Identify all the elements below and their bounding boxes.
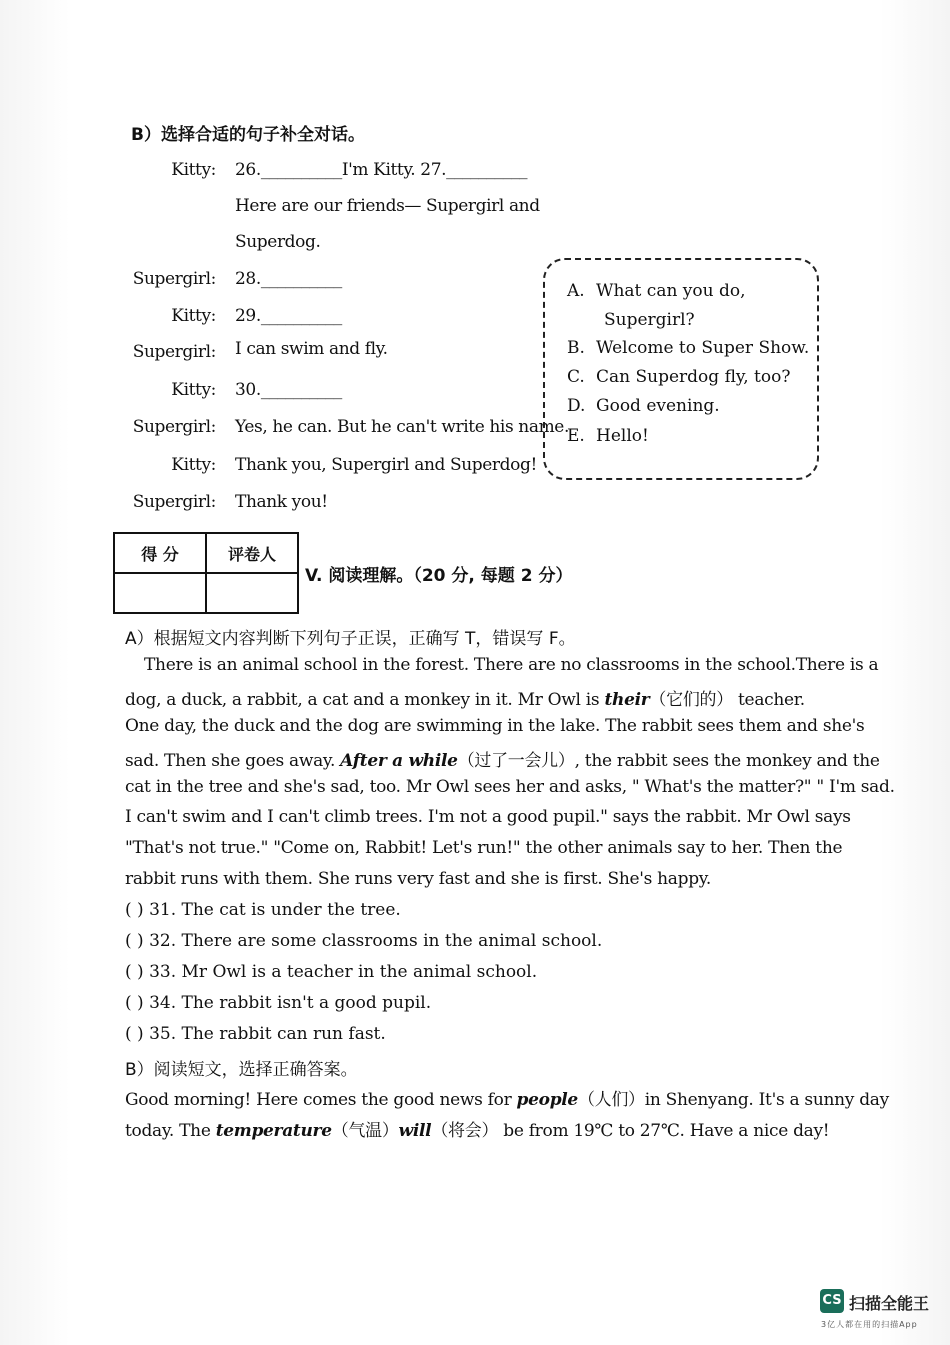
section-b2-title: B）阅读短文，选择正确答案。 [125, 1060, 358, 1080]
watermark-tagline: 3亿人都在用的扫描App [821, 1320, 918, 1329]
dialogue-line-5: 29.__________ [235, 306, 342, 326]
option-b-label: B. [567, 338, 585, 358]
question-32[interactable]: ( ) 32. There are some classrooms in the animal school. [125, 931, 603, 951]
speaker-kitty-2: Kitty: [171, 306, 216, 326]
section-b-title: B）选择合适的句子补全对话。 [131, 125, 365, 145]
grade-table [113, 532, 299, 614]
dialogue-line-3: Superdog. [235, 232, 321, 252]
section-5-title: V. 阅读理解。（20 分, 每题 2 分） [305, 566, 573, 586]
passage-line-4: sad. Then she goes away. After a while（过了一会儿）, the rabbit sees the monkey and the [125, 751, 880, 771]
keyword-their: their [604, 690, 650, 710]
speaker-kitty-1: Kitty: [171, 160, 216, 180]
speaker-kitty-4: Kitty: [171, 455, 216, 475]
keyword-temperature: temperature [215, 1121, 332, 1141]
option-b-text: Welcome to Super Show. [596, 338, 810, 358]
dialogue-line-4: 28.__________ [235, 269, 342, 289]
question-35[interactable]: ( ) 35. The rabbit can run fast. [125, 1024, 386, 1044]
dialogue-line-8: Yes, he can. But he can't write his name. [235, 417, 569, 437]
keyword-after-a-while: After a while [340, 751, 458, 771]
option-d-text: Good evening. [596, 396, 720, 416]
speaker-supergirl-1: Supergirl: [132, 269, 216, 289]
option-a-text: What can you do, [596, 281, 746, 301]
keyword-will: will [398, 1121, 432, 1141]
score-header: 得 分 [114, 533, 206, 573]
passage-line-3: One day, the duck and the dog are swimming in the lake. The rabbit sees them and she's [125, 716, 865, 736]
option-c-text: Can Superdog fly, too? [596, 367, 791, 387]
watermark-name: 扫描全能王 [849, 1294, 930, 1313]
dialogue-line-1: 26.__________I'm Kitty. 27.__________ [235, 160, 528, 180]
passage-line-2: dog, a duck, a rabbit, a cat and a monkey in it. Mr Owl is their（它们的） teacher. [125, 690, 805, 710]
dialogue-line-9: Thank you, Supergirl and Superdog! [235, 455, 537, 475]
dialogue-line-7: 30.__________ [235, 380, 342, 400]
keyword-people: people [516, 1090, 578, 1110]
passage-line-1: There is an animal school in the forest. There are no classrooms in the school.There is a [144, 655, 879, 675]
speaker-supergirl-2: Supergirl: [132, 342, 216, 362]
option-d-label: D. [567, 396, 586, 416]
passage-line-7: "That's not true." "Come on, Rabbit! Let's run!" the other animals say to her. Then the [125, 838, 843, 858]
speaker-kitty-3: Kitty: [171, 380, 216, 400]
question-34[interactable]: ( ) 34. The rabbit isn't a good pupil. [125, 993, 432, 1013]
grader-cell[interactable] [206, 573, 298, 613]
option-c-label: C. [567, 367, 585, 387]
dialogue-line-10: Thank you! [235, 492, 328, 512]
passage-line-5: cat in the tree and she's sad, too. Mr Owl sees her and asks, " What's the matter?" " I'm sad. [125, 777, 895, 797]
question-33[interactable]: ( ) 33. Mr Owl is a teacher in the animal school. [125, 962, 538, 982]
news-line-1: Good morning! Here comes the good news for people（人们）in Shenyang. It's a sunny day [125, 1090, 889, 1110]
speaker-supergirl-4: Supergirl: [132, 492, 216, 512]
passage-line-8: rabbit runs with them. She runs very fast and she is first. She's happy. [125, 869, 711, 889]
dialogue-line-6: I can swim and fly. [235, 339, 388, 359]
news-line-2: today. The temperature（气温）will（将会） be from 19℃ to 27℃. Have a nice day! [125, 1121, 830, 1141]
question-31[interactable]: ( ) 31. The cat is under the tree. [125, 900, 401, 920]
option-e-label: E. [567, 426, 585, 446]
score-cell[interactable] [114, 573, 206, 613]
grader-header: 评卷人 [206, 533, 298, 573]
option-e-text: Hello! [596, 426, 649, 446]
speaker-supergirl-3: Supergirl: [132, 417, 216, 437]
passage-line-6: I can't swim and I can't climb trees. I'm not a good pupil." says the rabbit. Mr Owl says [125, 807, 851, 827]
option-a-label: A. [567, 281, 585, 301]
section-a-title: A）根据短文内容判断下列句子正误，正确写 T，错误写 F。 [125, 629, 576, 649]
option-a-text-cont: Supergirl? [604, 310, 695, 330]
dialogue-line-2: Here are our friends— Supergirl and [235, 196, 540, 216]
camscanner-logo-icon: CS [820, 1289, 844, 1313]
